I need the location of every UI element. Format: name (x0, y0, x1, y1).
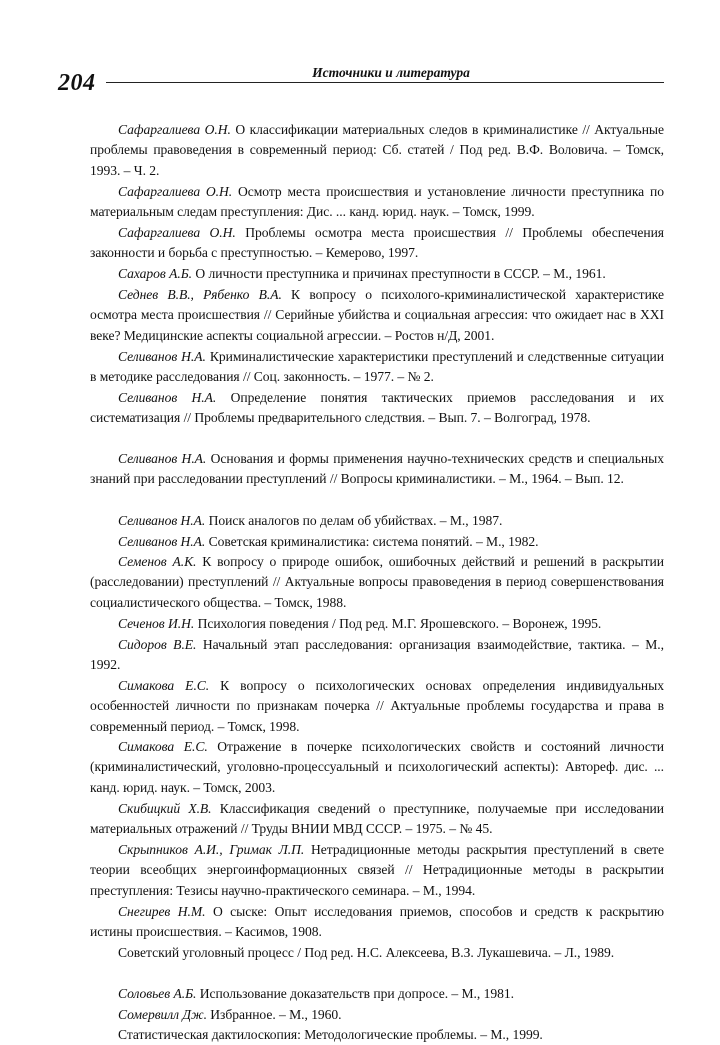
reference-entry (90, 1025, 664, 1045)
reference-author: Сафаргалиева О.Н. (118, 121, 231, 137)
reference-entry (90, 449, 664, 490)
reference-text: О классификации материальных следов в криминалистике // Актуальные проблемы правоведения в современный период: Сб. статей / Под ред. В.Ф. Воловича. – Томск, 1993. – Ч. 2. (90, 121, 664, 178)
reference-text: Нетрадиционные методы раскрытия преступлений в свете теории всеобщих энергоинформационных связей // Нетрадиционные методы в раскрытии преступления: Тезисы научно-практического семинара. – М., 1994. (90, 841, 664, 898)
reference-entry (90, 388, 664, 429)
reference-text: Советский уголовный процесс / Под ред. Н.С. Алексеева, В.З. Лукашевича. – Л., 1989. (118, 944, 615, 960)
reference-text: О личности преступника и причинах преступности в СССР. – М., 1961. (192, 265, 606, 281)
reference-text: Криминалистические характеристики преступлений и следственные ситуации в методике расследования // Соц. законность. – 1977. – № 2. (90, 348, 664, 385)
reference-author: Сафаргалиева О.Н. (118, 183, 233, 199)
reference-author: Семенов А.К. (118, 553, 197, 569)
reference-author: Селиванов Н.А. (118, 533, 206, 549)
reference-entry (90, 264, 664, 285)
reference-entry (90, 676, 664, 738)
reference-author: Сидоров В.Е. (118, 636, 197, 652)
reference-entry (90, 737, 664, 799)
reference-author: Скрыпников А.И., Гримак Л.П. (118, 841, 305, 857)
running-title: Источники и литература (312, 65, 470, 80)
reference-entry (90, 223, 664, 264)
reference-entry (90, 614, 664, 635)
reference-author: Симакова Е.С. (118, 738, 208, 754)
reference-text: Отражение в почерке психологических свойств и состояний личности (криминалистический, уголовно-процессуальный и психологический аспекты): Автореф. дис. ... канд. юрид. наук. – Томск, 2003. (90, 738, 665, 795)
reference-author: Селиванов Н.А. (118, 512, 206, 528)
reference-text: Осмотр места происшествия и установление личности преступника по материальным следам преступления: Дис. ... канд. юрид. наук. – Томск, 1999. (90, 183, 664, 220)
reference-text: К вопросу о психологических основах определения индивидуальных особенностей личности по признакам почерка // Актуальные проблемы государства и права в современный период. – Томск, 1998. (90, 677, 664, 734)
reference-text: Проблемы осмотра места происшествия // Проблемы обеспечения законности и борьба с преступностью. – Кемерово, 1997. (90, 224, 664, 261)
reference-entry (90, 347, 664, 388)
reference-author: Седнев В.В., Рябенко В.А. (118, 286, 282, 302)
reference-text: Статистическая дактилоскопия: Методологические проблемы. – М., 1999. (118, 1026, 543, 1042)
header-rule (106, 82, 664, 83)
reference-entry (90, 552, 664, 614)
reference-text: Поиск аналогов по делам об убийствах. – М., 1987. (205, 512, 503, 528)
page-number: 204 (58, 70, 96, 96)
reference-text: К вопросу о природе ошибок, ошибочных действий и решений в раскрытии (расследовании) преступлений // Актуальные вопросы правоведения в период совершенствования социалистического общества. – Томск, 1988. (90, 553, 664, 610)
reference-text: К вопросу о психолого-криминалистической характеристике осмотра места происшествия // Серийные убийства и социальная агрессия: что ожидает нас в XXI веке? Медицинские аспекты социальной агрессии. – Ростов н/Д, 2001. (90, 286, 664, 343)
reference-text: Советская криминалистика: система понятий. – М., 1982. (205, 533, 539, 549)
reference-entry (90, 635, 664, 676)
reference-entry (90, 902, 664, 943)
reference-text: Использование доказательств при допросе. – М., 1981. (196, 985, 514, 1001)
reference-author: Сафаргалиева О.Н. (118, 224, 236, 240)
reference-author: Соловьев А.Б. (118, 985, 197, 1001)
page-header (58, 62, 664, 96)
reference-text: Психология поведения / Под ред. М.Г. Ярошевского. – Воронеж, 1995. (194, 615, 602, 631)
reference-author: Селиванов Н.А. (118, 389, 217, 405)
reference-author: Селиванов Н.А. (118, 450, 207, 466)
reference-entry (90, 182, 664, 223)
reference-entry (90, 511, 664, 532)
reference-entry (90, 1005, 664, 1026)
reference-entry (90, 120, 664, 182)
reference-text: Определение понятия тактических приемов расследования и их систематизация // Проблемы предварительного следствия. – Вып. 7. – Волгоград, 1978. (90, 389, 664, 426)
reference-entry (90, 532, 664, 553)
reference-text: Начальный этап расследования: организация взаимодействие, тактика. – М., 1992. (90, 636, 664, 673)
reference-entry (90, 984, 664, 1005)
reference-author: Селиванов Н.А. (118, 348, 206, 364)
reference-author: Симакова Е.С. (118, 677, 210, 693)
reference-entry (90, 799, 664, 840)
reference-text: Основания и формы применения научно-технических средств и специальных знаний при расследовании преступлений // Вопросы криминалистики. – М., 1964. – Вып. 12. (90, 450, 664, 487)
reference-entry (90, 840, 664, 902)
reference-entry (90, 943, 664, 964)
reference-author: Сеченов И.Н. (118, 615, 195, 631)
reference-entry (90, 285, 664, 347)
reference-text: Избранное. – М., 1960. (206, 1006, 342, 1022)
reference-text: Классификация сведений о преступнике, получаемые при исследовании материальных отражений // Труды ВНИИ МВД СССР. – 1975. – № 45. (90, 800, 665, 837)
reference-author: Скибицкий Х.В. (118, 800, 212, 816)
reference-author: Сахаров А.Б. (118, 265, 193, 281)
reference-author: Сомервилл Дж. (118, 1006, 207, 1022)
reference-text: О сыске: Опыт исследования приемов, способов и средств к раскрытию истины происшествия. – Касимов, 1908. (90, 903, 664, 940)
reference-author: Снегирев Н.М. (118, 903, 206, 919)
